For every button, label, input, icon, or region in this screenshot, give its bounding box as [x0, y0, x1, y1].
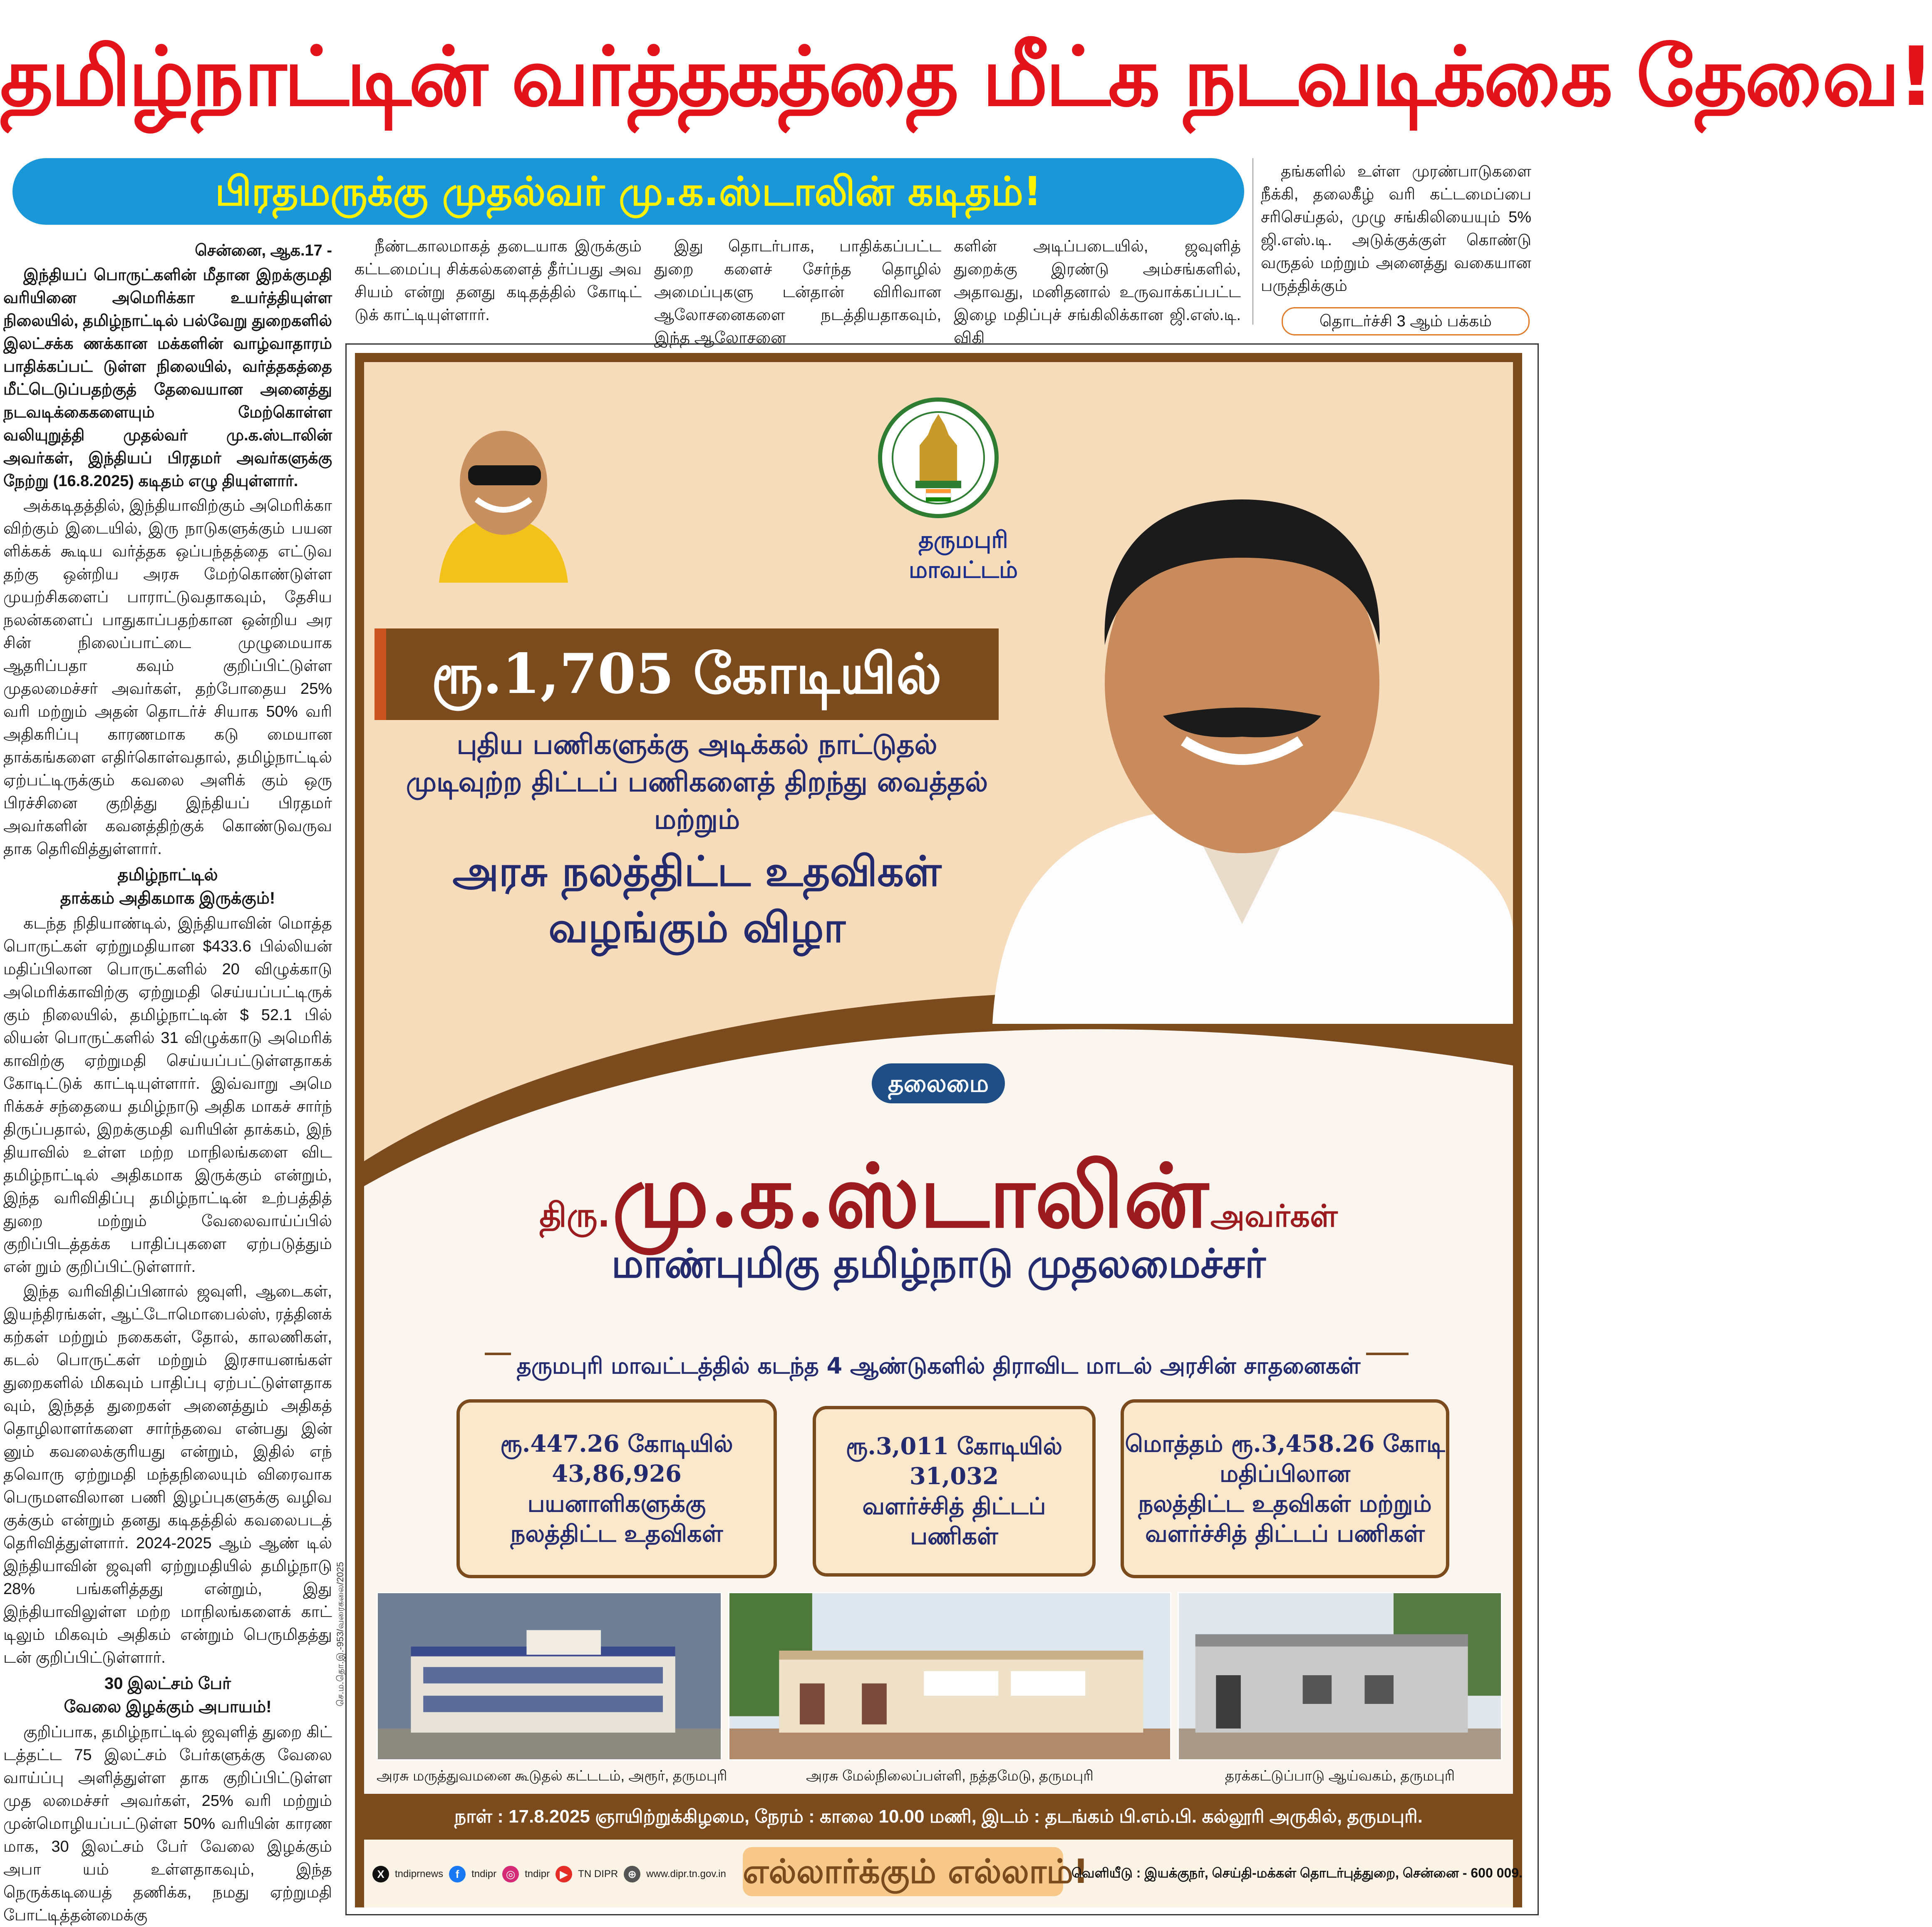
article-paragraph: கடந்த நிதியாண்டில், இந்தியாவின் மொத்த பொருட்கள் ஏற்றுமதியான $433.6 பில்லியன் மதிப்பிலான பொருட்களில் 20 விழுக்காடு அமெரிக்காவிற்கு ஏற்றுமதி செய்யப்பட்டிருக் கும் நிலையில், தமிழ்நாட்டின் $ 52.1 பில் லியன் பொருட்களில் 31 விழுக்காடு அமெரிக் காவிற்கு ஏற்றுமதி செய்யப்பட்டுள்ளதாகக் கோடிட்டுக் காட்டியுள்ளார். இவ்வாறு அமெ ரிக்கச் சந்தையை தமிழ்நாடு அதிக மாகச் சார்ந் திருப்பதால், இறக்குமதி வரியின் தாக்கம், இந் தியாவில் உள்ள மற்ற மாநிலங்களை விட தமிழ்நாட்டில் அதிகமாக இருக்கும் என்றும், இந்த வரிவிதிப்பு தமிழ்நாட்டின் உற்பத்தித் துறை மற்றும் வேலைவாய்ப்பில் குறிப்பிடத்தக்க பாதிப்புகளை ஏற்படுத்தும் என் றும் குறிப்பிட்டுள்ளார். [3, 915, 332, 1276]
article-paragraph: நீண்டகாலமாகத் தடையாக இருக்கும் கட்டமைப்பு சிக்கல்களைத் தீர்ப்பது அவ சியம் என்று தனது கடிதத்தில் கோடிட் டுக் காட்டியுள்ளார். [355, 238, 642, 324]
card-line: 43,86,926 பயனாளிகளுக்கு [527, 1460, 706, 1517]
government-advertisement [335, 343, 1539, 1915]
slogan: எல்லார்க்கும் எல்லாம்! [743, 1847, 1063, 1896]
photo-caption: தரக்கட்டுப்பாடு ஆய்வகம், தருமபுரி [1225, 1768, 1455, 1784]
article-paragraph: இது தொடர்பாக, பாதிக்கப்பட்ட துறை களைச் சேர்ந்த தொழில் அமைப்புகளு டன்தான் விரிவான ஆலோசனைகளை நடத்தியதாகவும், இந்த ஆலோசனை [654, 238, 941, 347]
kalaignar-portrait [431, 416, 572, 583]
district-label: தருமபுரி மாவட்டம் [908, 526, 1018, 584]
event-title-1: அரசு நலத்திட்ட உதவிகள் [452, 847, 942, 896]
x-icon: X [372, 1866, 389, 1882]
article-paragraph: தங்களில் உள்ள முரண்பாடுகளை நீக்கி, தலைகீழ் வரி கட்டமைப்பை சரிசெய்தல், முழு சங்கிலியையும் 5% ஜி.எஸ்.டி. அடுக்குக்குள் கொண்டு வருதல் மற்றும் அனைத்து வகையான பருத்திக்கும் [1261, 163, 1531, 295]
card-line: நலத்திட்ட உதவிகள் மற்றும் [1138, 1490, 1432, 1517]
laboratory-building-photo [1178, 1592, 1502, 1761]
article-paragraph: களின் அடிப்படையில், ஜவுளித் துறைக்கு இரண்டு அம்சங்களில், அதாவது, மனிதனால் உருவாக்கப்பட்ட இழை மதிப்புச் சங்கிலிக்கான ஜி.எஸ்.டி. விகி [954, 238, 1241, 347]
continued-on-page: தொடர்ச்சி 3 ஆம் பக்கம் [1282, 307, 1530, 335]
globe-icon: ⊕ [624, 1866, 640, 1882]
name-suffix: அவர்கள் [1210, 1198, 1338, 1234]
youtube-icon: ▶ [556, 1866, 572, 1882]
article-paragraph: அக்கடிதத்தில், இந்தியாவிற்கும் அமெரிக்கா விற்கும் இடையில், இரு நாடுகளுக்கும் பயன ளிக்கக் கூடிய வர்த்தக ஒப்பந்தத்தை எட்டுவ தற்கு ஒன்றிய அரசு மேற்கொண்டுள்ள முயற்சிகளைப் பாராட்டுவதாகவும், தேசிய நலன்களைப் பாதுகாப்பதற்கான ஒன்றிய அர சின் நிலைப்பாட்டை முழுமையாக ஆதரிப்பதா கவும் குறிப்பிட்டுள்ள முதலமைச்சர் அவர்கள், தற்போதைய 25% வரி மற்றும் அதன் தொடர்ச் சியாக 50% வரி அதிகரிப்பு காரணமாக கடு மையான தாக்கங்களை எதிர்கொள்வதால், தமிழ்நாட்டில் ஏற்பட்டிருக்கும் கவலை அளிக் கும் ஒரு பிரச்சினை குறித்து இந்தியப் பிரதமர் அவர்களின் கவனத்திற்குக் கொண்டுவருவ தாக தெரிவித்துள்ளார். [3, 497, 332, 858]
facebook-icon: f [449, 1866, 466, 1882]
presided-by-badge: தலைமை [872, 1063, 1005, 1103]
ad-release-code: செ.ம.தொ.இ.-953/வரைகலை/2025 [335, 1562, 345, 1706]
chief-minister-designation: மாண்புமிகு தமிழ்நாடு முதலமைச்சர் [611, 1240, 1266, 1287]
achievements-title-text: தருமபுரி மாவட்டத்தில் கடந்த 4 ஆண்டுகளில் திராவிட மாடல் அரசின் சாதனைகள் [511, 1353, 1367, 1379]
social-handle: tndipr [525, 1868, 550, 1880]
event-line-3: மற்றும் [654, 803, 740, 835]
article-column-2 [355, 235, 642, 324]
card-line: ரூ.3,011 கோடியில் [846, 1433, 1063, 1460]
amount-banner [374, 628, 999, 720]
honorific: திரு. [539, 1196, 610, 1234]
instagram-icon: ◎ [502, 1866, 519, 1882]
dateline: சென்னை, ஆக.17 - [195, 242, 332, 259]
event-details-bar: நாள் : 17.8.2025 ஞாயிற்றுக்கிழமை, நேரம் : காலை 10.00 மணி, இடம் : தடங்கம் பி.எம்.பி. கல்லூரி அருகில், தருமபுரி. [364, 1794, 1513, 1840]
social-handle: tndipr [471, 1868, 497, 1880]
social-handle: tndiprnews [395, 1868, 444, 1880]
event-line-2: முடிவுற்ற திட்டப் பணிகளைத் திறந்து வைத்தல் [406, 766, 988, 798]
card-line: நலத்திட்ட உதவிகள் [510, 1520, 723, 1547]
ad-frame [335, 353, 1523, 1907]
article-paragraph: குறிப்பாக, தமிழ்நாட்டில் ஜவுளித் துறை கிட் டத்தட்ட 75 இலட்சம் பேர்களுக்கு வேலை வாய்ப்பு அளித்துள்ள தாக குறிப்பிட்டுள்ள முத லமைச்சர் அவர்கள், 25% வரி மற்றும் முன்மொழியப்பட்டுள்ள 50% வரியின் காரண மாக, 30 இலட்சம் பேர் வேலை இழக்கும் அபா யம் உள்ளதாகவும், இந்த நெருக்கடியைத் தணிக்க, நமது ஏற்றுமதி போட்டித்தன்மைக்கு [3, 1723, 332, 1924]
social-handle: TN DIPR [578, 1868, 618, 1880]
card-line: ரூ.447.26 கோடியில் [500, 1430, 733, 1458]
photo-caption: அரசு மேல்நிலைப்பள்ளி, நத்தமேடு, தருமபுரி [806, 1768, 1094, 1784]
column-divider [1252, 158, 1253, 325]
chief-minister-portrait [967, 449, 1513, 1024]
achievement-card [813, 1406, 1096, 1577]
event-line-1: புதிய பணிகளுக்கு அடிக்கல் நாட்டுதல் [456, 728, 937, 760]
subheading-line: தாக்கம் அதிகமாக இருக்கும்! [60, 889, 275, 907]
headline: தமிழ்நாட்டின் வர்த்தகத்தை மீட்க நடவடிக்கை தேவை! [0, 30, 1932, 124]
subheadline-banner: பிரதமருக்கு முதல்வர் மு.க.ஸ்டாலின் கடிதம்! [12, 158, 1244, 225]
card-line: வளர்ச்சித் திட்டப் பணிகள் [1145, 1520, 1425, 1547]
chief-minister-name-row [364, 1145, 1513, 1247]
photo-caption: அரசு மருத்துவமனை கூடுதல் கட்டடம், அரூர், தருமபுரி [377, 1768, 727, 1784]
card-line: மதிப்பிலான [1220, 1460, 1350, 1487]
subheading-line: வேலை இழக்கும் அபாயம்! [64, 1698, 272, 1716]
subheading [3, 1672, 332, 1718]
article-paragraph: இந்த வரிவிதிப்பினால் ஜவுளி, ஆடைகள், இயந்திரங்கள், ஆட்டோமொபைல்ஸ், ரத்தினக் கற்கள் மற்றும் நகைகள், தோல், காலணிகள், கடல் பொருட்கள் மற்றும் இரசாயனங்கள் துறைகளில் மிகவும் பாதிப்பு ஏற்பட்டுள்ளதாக வும், இந்தத் துறைகள் அனைத்தும் அதிகத் தொழிலாளர்களை சார்ந்தவை என்பது இன் னும் கவலைக்குரியது என்றும், இதில் எந் தவொரு ஏற்றுமதி மந்தநிலையும் விரைவாக பெருமளவிலான பணி இழப்புகளுக்கு வழிவ குக்கும் என்றும் தனது கடிதத்தில் கவலைபடத் தெரிவித்துள்ளார். 2024-2025 ஆம் ஆண் டில் இந்தியாவின் ஜவுளி ஏற்றுமதியில் தமிழ்நாடு 28% பங்களித்தது என்றும், இது இந்தியாவிலுள்ள மற்ற மாநிலங்களைக் காட் டிலும் மிகவும் அதிகம் என்றும் பெருமிதத்து டன் குறிப்பிட்டுள்ளார். [3, 1283, 332, 1666]
card-line: மொத்தம் ரூ.3,458.26 கோடி [1125, 1430, 1445, 1458]
achievements-title [364, 1353, 1513, 1382]
article-column-3 [654, 235, 941, 347]
event-title-2: வழங்கும் விழா [548, 903, 846, 952]
card-line: 31,032 [909, 1463, 999, 1490]
subheading [3, 863, 332, 910]
article-lead: இந்தியப் பொருட்களின் மீதான இறக்குமதி வரியினை அமெரிக்கா உயர்த்தியுள்ள நிலையில், தமிழ்நாட்டில் பல்வேறு துறைகளில் இலட்சக்க ணக்கான மக்களின் வாழ்வாதாரம் பாதிக்கப்பட் டுள்ள நிலையில், வர்த்தகத்தை மீட்டெடுப்பதற்குத் தேவையான அனைத்து நடவடிக்கைகளையும் மேற்கொள்ள வலியுறுத்தி முதல்வர் மு.க.ஸ்டாலின் அவர்கள், இந்தியப் பிரதமர் அவர்களுக்கு நேற்று (16.8.2025) கடிதம் எழு தியுள்ளார். [3, 266, 332, 490]
achievement-card [1121, 1399, 1449, 1578]
chief-minister-name: மு.க.ஸ்டாலின் [612, 1145, 1209, 1247]
website: www.dipr.tn.gov.in [646, 1868, 726, 1880]
hospital-building-photo [377, 1592, 722, 1761]
issuer-line: வெளியீடு : இயக்குநர், செய்தி-மக்கள் தொடர்புத்துறை, சென்னை - 600 009. [1071, 1865, 1523, 1880]
article-column-4 [954, 235, 1241, 347]
social-handles [372, 1864, 726, 1885]
card-line: வளர்ச்சித் திட்டப் பணிகள் [862, 1492, 1046, 1550]
subheading-line: தமிழ்நாட்டில் [117, 866, 218, 884]
achievement-card [456, 1399, 777, 1578]
amount-text: ரூ.1,705 கோடியில் [431, 642, 942, 706]
article-column-left [3, 239, 332, 1924]
school-building-photo [728, 1592, 1171, 1761]
subheading-line: 30 இலட்சம் பேர் [104, 1674, 231, 1693]
article-column-right [1261, 160, 1531, 302]
